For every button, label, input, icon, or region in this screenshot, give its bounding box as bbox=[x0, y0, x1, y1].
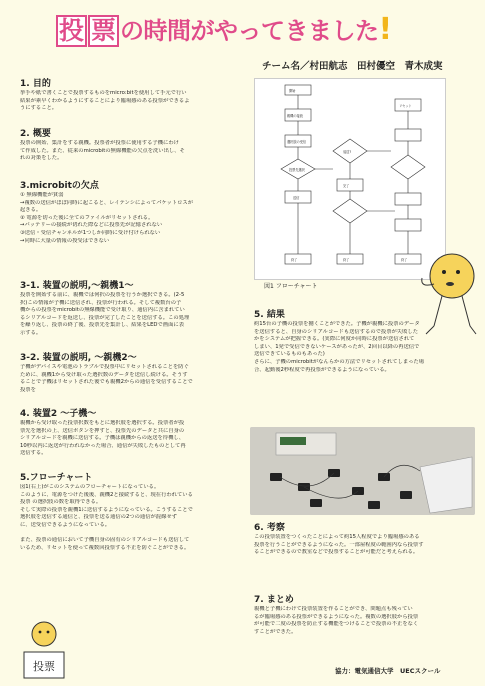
body-purpose bbox=[20, 90, 245, 113]
text-line: 選択肢を送信する通信と、投票を送る通信の2つの通信が混線せず bbox=[20, 514, 177, 521]
body-overview bbox=[20, 140, 245, 163]
text-line: 親機から受け取った投票択数をもとに選択肢を選択する。投票者が投 bbox=[20, 420, 185, 426]
text-line: ③送信・受信チャンネルが1つしか同時に受け付けられない bbox=[20, 229, 161, 236]
heading-weakness: 3.microbitの欠点 bbox=[20, 181, 99, 191]
text-line: 約15台の子機の投票を捌くことができた。子機が親機に投票のデータ bbox=[254, 321, 420, 327]
flow-decision bbox=[333, 199, 367, 223]
title-exclamation: ! bbox=[378, 12, 393, 47]
team-members: チーム名／村田航志 田村優空 青木成実 bbox=[262, 61, 443, 72]
body-discussion bbox=[254, 534, 476, 557]
heading-parent1: 3-1. 装置の説明,〜親機1〜 bbox=[20, 281, 134, 291]
flow-box bbox=[395, 129, 421, 141]
text-line: 結果が素早くわかるようにすることにより臨場感のある投票ができるよ bbox=[20, 97, 190, 104]
flow-arrows bbox=[298, 95, 408, 254]
body-summary bbox=[254, 606, 476, 636]
text-line: うにすること。 bbox=[20, 105, 58, 112]
text-line: →複数の送信がほぼ同時に起こると、レイテンシによってパケットロスが bbox=[20, 199, 194, 206]
body-flowchart bbox=[20, 484, 245, 552]
mascot-ballot-icon bbox=[14, 620, 74, 682]
text-line: 10秒以内に返送が行われなかった場合、通信が失敗したものとして再 bbox=[20, 442, 186, 449]
poster-title bbox=[56, 12, 416, 48]
text-line: に、送受信できるようになっている。 bbox=[20, 521, 111, 528]
ballot-box-label: 投票 bbox=[33, 660, 55, 673]
flow-label: 選択肢の受信 bbox=[287, 140, 307, 144]
heading-summary: 7. まとめ bbox=[254, 595, 294, 605]
body-parent2 bbox=[20, 364, 245, 394]
body-parent1 bbox=[20, 292, 245, 338]
title-box-2: 票 bbox=[88, 15, 119, 47]
text-line: →同時に大量の情報の授受はできない bbox=[20, 237, 110, 244]
device-photo bbox=[250, 427, 475, 515]
text-line: いるため、リセットを使って複数回投票する不正を防ぐことができる。 bbox=[20, 544, 190, 551]
text-line: 投票を行うことができるようになった。一部屋程度の範囲内なら投票す bbox=[254, 541, 424, 548]
flow-box bbox=[285, 254, 311, 264]
text-line: この投票装置をつくったことによって約15人程度でより臨場感のある bbox=[254, 534, 420, 540]
text-line: が可能で二度の投票を防止する機能をつけることで投票の不正をなく bbox=[254, 621, 419, 628]
flow-label: 終了 bbox=[343, 258, 350, 262]
text-line: れの対策をした。 bbox=[20, 155, 63, 162]
flow-label: 開始 bbox=[289, 89, 296, 93]
text-line: 合、起動後2秒程度で再投票ができるようになっている。 bbox=[254, 366, 390, 373]
text-line: 投票を開始する前に、親機では何択の投票を行うか選択できる。(2-5 bbox=[20, 292, 185, 298]
flow-label: 終了 bbox=[291, 258, 298, 262]
body-weakness bbox=[20, 192, 245, 245]
text-line: 投票の開始、集計をする親機。投票者が投票に使用する子機にわけ bbox=[20, 140, 179, 146]
title-rest: の時間がやってきました bbox=[120, 17, 379, 45]
text-line: 投票を bbox=[20, 386, 36, 393]
flow-box bbox=[395, 219, 421, 231]
flow-label: 返送? bbox=[343, 150, 352, 154]
flow-label: 親機の接続 bbox=[287, 114, 303, 118]
heading-result: 5. 結果 bbox=[254, 310, 285, 320]
heading-child: 4. 装置2 〜子機〜 bbox=[20, 409, 97, 419]
figure-caption: 図1 フローチャート bbox=[264, 283, 318, 290]
text-line: 起きる。 bbox=[20, 207, 42, 214]
text-line: ることで子機はリセットされた後でも親機2からの通信を受信することで bbox=[20, 379, 193, 386]
flow-label: 完了 bbox=[343, 184, 350, 188]
flow-box bbox=[395, 193, 421, 205]
text-line: 択)この情報が子機に送信され、投票が行われる。そして複数台の子 bbox=[20, 299, 182, 306]
text-line: ② 電源を切った後に全てのファイルがリセットされる。 bbox=[20, 214, 154, 221]
text-line: 投票 の選択肢の数を取得できる。 bbox=[20, 499, 102, 506]
text-line: ために、親機1から受け取った選択数のデータを送信し続ける。そうす bbox=[20, 371, 188, 378]
text-line: て作成した。また、従来のmicrobitの無線機能の欠点を洗い出し、そ bbox=[20, 147, 185, 154]
text-line: 機からの投票をmicrobitの無線機能で受け取り、通信内に含まれてい bbox=[20, 307, 185, 314]
body-child bbox=[20, 420, 245, 458]
text-line: 図1(右上)がこのシステムのフローチャートになっている。 bbox=[20, 484, 160, 490]
text-line: そして実際の投票を親機1に送信するようになっている。こうすることで bbox=[20, 506, 193, 513]
text-line: 示する。 bbox=[20, 329, 42, 336]
text-line: さらに、子機のmicrobitがなんらかの方法でリセットされてしまった場 bbox=[254, 358, 425, 365]
flow-label: 終了 bbox=[401, 258, 408, 262]
text-line: 親機と子機にわけて投票装置を作ることができ、問題点も残ってい bbox=[254, 606, 413, 612]
text-line: しまい、1発で受信できないケースがあったが、2回目以降の再送信で bbox=[254, 343, 420, 350]
text-line: すことができた。 bbox=[254, 628, 297, 635]
text-line: 送信する。 bbox=[20, 450, 47, 457]
flow-label: リセット bbox=[399, 104, 412, 108]
text-line: 挙手や紙で書くことで投票するものをmicro:bitを使用して手元で行い bbox=[20, 90, 187, 96]
flow-box bbox=[337, 179, 363, 191]
text-line: るが臨場感のある投票ができるようになった。複数の選択肢から投票 bbox=[254, 613, 419, 620]
text-line: ることができるので教室などで投票することが可能だと考えられる。 bbox=[254, 549, 419, 556]
title-box-1: 投 bbox=[56, 15, 87, 47]
text-line: 票先を選択の上、送信ボタンを押すと、投票先のデータと共に自身の bbox=[20, 427, 185, 434]
flow-box bbox=[337, 254, 363, 264]
text-line: ① 無線機能が貧弱 bbox=[20, 192, 64, 198]
text-line: 送信できているものもあった) bbox=[254, 351, 325, 358]
body-result bbox=[254, 321, 476, 374]
text-line: シリアルコードを親機に送信する。子機は親機からの返送を待機し、 bbox=[20, 435, 184, 442]
heading-discussion: 6. 考察 bbox=[254, 523, 285, 533]
heading-parent2: 3-2. 装置の説明, 〜親機2〜 bbox=[20, 353, 137, 363]
flow-label: 送信 bbox=[293, 196, 300, 200]
text-line: →バッテリーの接続が切れた際などに投票先が記憶されない bbox=[20, 222, 163, 229]
text-line: るシリアルコードを返送し、投票が完了したことを送信する。この処理 bbox=[20, 314, 190, 321]
flow-label: 投票先選択 bbox=[289, 168, 305, 172]
text-line: 子機がデバイスや電池のトラブルで投票中にリセットされることを防ぐ bbox=[20, 364, 189, 370]
credit-footer: 協力：電気通信大学 UECスクール bbox=[335, 667, 441, 675]
text-line: かをシステムが把握できる。(実際に何度か同時に投票が送信されて bbox=[254, 336, 415, 343]
heading-overview: 2. 概要 bbox=[20, 129, 51, 139]
heading-purpose: 1. 目的 bbox=[20, 79, 51, 89]
text-line: を繰り返し、投票の終了後、投票先を集計し、結果をLEDで画面に表 bbox=[20, 322, 184, 329]
heading-flowchart: 5.フローチャート bbox=[20, 473, 93, 483]
text-line bbox=[20, 530, 245, 538]
flow-decision bbox=[391, 155, 425, 179]
text-line: このように、電源をつけた後後、親機2と接続すると、現在行われている bbox=[20, 491, 193, 498]
text-line: また、投票の通信において子機自身の固有のシリアルコードも送信して bbox=[20, 537, 190, 544]
text-line: を送信すると、自身のシリアルコードも送信するので投票が失敗した bbox=[254, 328, 418, 335]
